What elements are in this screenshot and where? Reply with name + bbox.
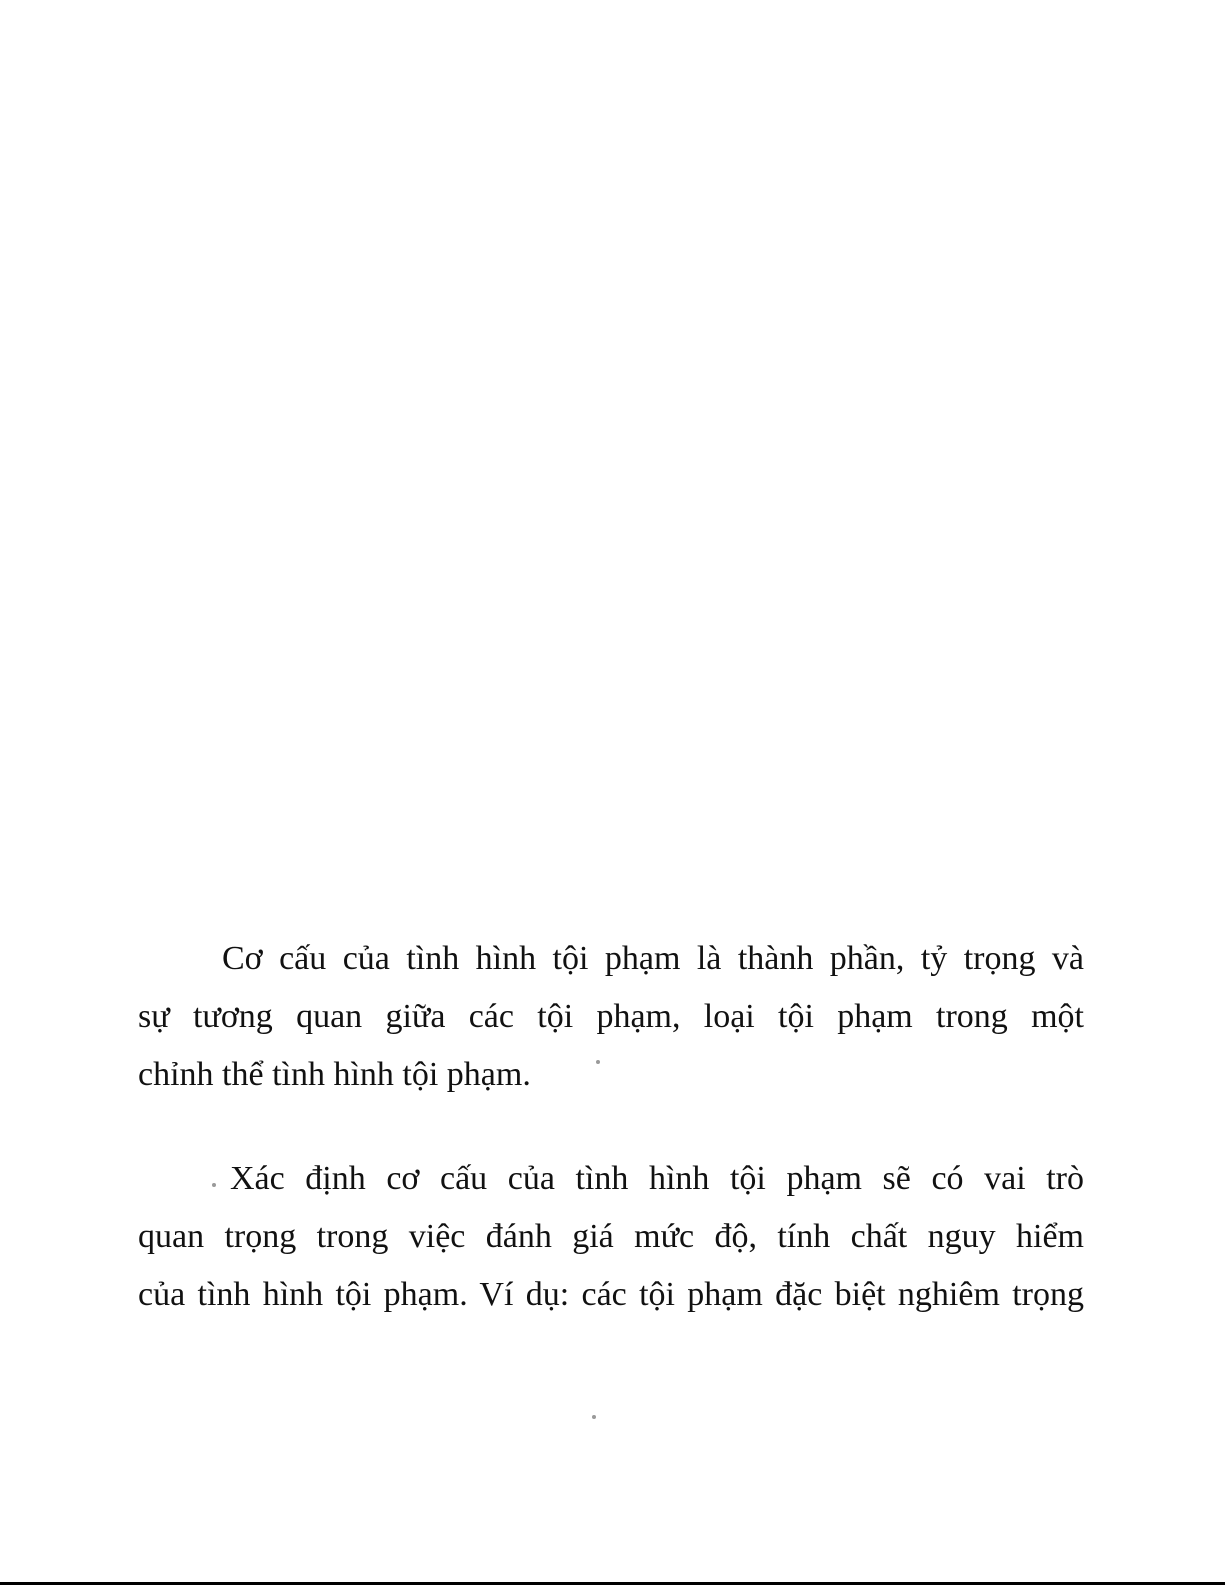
paragraph-line: chỉnh thể tình hình tội phạm.	[138, 1056, 531, 1093]
paragraph-2	[138, 1150, 1084, 1324]
scan-speck	[592, 1415, 596, 1419]
paragraph-1	[138, 930, 1084, 1104]
paragraph-line: sự tương quan giữa các tội phạm, loại tội phạm trong một	[138, 998, 1084, 1035]
paragraph-line: Xác định cơ cấu của tình hình tội phạm sẽ có vai trò	[230, 1160, 1084, 1197]
paragraph-line: của tình hình tội phạm. Ví dụ: các tội phạm đặc biệt nghiêm trọng	[138, 1276, 1084, 1313]
scan-speck	[212, 1183, 216, 1187]
paragraph-line: Cơ cấu của tình hình tội phạm là thành phần, tỷ trọng và	[222, 940, 1084, 977]
paragraph-line: quan trọng trong việc đánh giá mức độ, tính chất nguy hiểm	[138, 1218, 1084, 1255]
scan-speck	[596, 1060, 600, 1064]
